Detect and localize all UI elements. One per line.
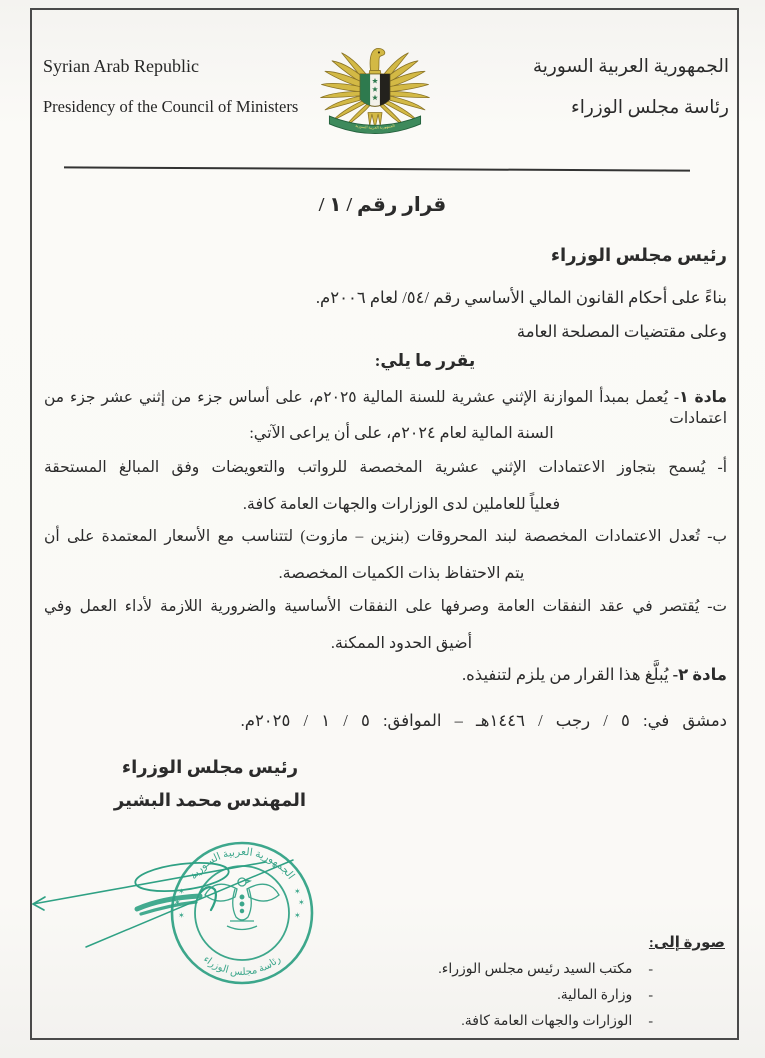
article-2-text: يُبلَّغ هذا القرار من يلزم لتنفيذه. — [462, 665, 669, 684]
clause-b-text: تُعدل الاعتمادات المخصصة لبند المحروقات (بنزين – مازوت) لتتناسب مع الأسعار المعتمدة على أن — [44, 528, 700, 545]
stamp-bottom-text — [201, 954, 283, 978]
header-english-office: Presidency of the Council of Ministers — [43, 97, 299, 116]
decides-heading: يقرر ما يلي: — [374, 351, 476, 370]
signatory-title: رئيس مجلس الوزراء — [121, 757, 299, 777]
header-english — [43, 56, 298, 117]
signatory-name: المهندس محمد البشير — [113, 790, 307, 810]
header-arabic — [533, 56, 729, 119]
stamp-eagle — [205, 878, 279, 930]
clause-t-label: ت- — [707, 598, 727, 615]
date-line: دمشق في: ٥ / رجب / ١٤٤٦هـ – الموافق: ٥ / ١ / ٢٠٢٥م. — [240, 711, 727, 730]
clause-a-label: أ- — [717, 459, 727, 476]
svg-text:✶: ✶ — [178, 911, 185, 920]
copies-item-2 — [390, 987, 725, 1004]
copies-item-text: الوزارات والجهات العامة كافة. — [461, 1014, 633, 1029]
svg-text:✶: ✶ — [178, 887, 185, 896]
clause-b-line-1 — [44, 527, 727, 548]
clause-a-text: يُسمح بتجاوز الاعتمادات الإثني عشرية المخصصة للرواتب والتعويضات وفق المبالغ المستحقة — [44, 459, 706, 476]
article-2-line — [462, 665, 727, 685]
article-2-label: مادة ٢- — [672, 665, 727, 684]
clause-t-text: يُقتصر في عقد النفقات العامة وصرفها على النفقات الأساسية والضرورية اللازمة لأداء العمل وفي — [44, 598, 700, 615]
stamp-top-text — [188, 847, 296, 882]
stamp-top-textpath: الجمهورية العربية السورية — [188, 846, 297, 882]
copies-item-3 — [390, 1013, 725, 1030]
eagle-eye — [378, 51, 380, 53]
clause-b-line-2: يتم الاحتفاظ بذات الكميات المخصصة. — [278, 565, 525, 582]
stamp-bottom-textpath: رئاسة مجلس الوزراء — [200, 953, 284, 979]
article-1-label: مادة ١- — [673, 389, 727, 406]
svg-text:✶: ✶ — [298, 898, 305, 907]
clause-a-line-1 — [44, 458, 727, 479]
clause-t-line-2: أضيق الحدود الممكنة. — [330, 635, 473, 652]
copies-item-text: وزارة المالية. — [557, 988, 633, 1003]
copies-item-text: مكتب السيد رئيس مجلس الوزراء. — [438, 962, 633, 977]
dash-bullet: - — [648, 1014, 653, 1029]
signature-block — [85, 757, 335, 811]
copies-heading: صورة إلى: — [648, 935, 725, 951]
clause-a-line-2: فعلياً للعاملين لدى الوزارات والجهات العامة كافة. — [242, 496, 561, 513]
svg-text:✶: ✶ — [294, 911, 301, 920]
decision-title: قرار رقم / ١ / — [318, 194, 447, 216]
header-arabic-office: رئاسة مجلس الوزراء — [571, 98, 729, 118]
svg-text:✶: ✶ — [174, 898, 181, 907]
article-1-line-2: السنة المالية لعام ٢٠٢٤م، على أن يراعى الآتي: — [249, 425, 554, 442]
preamble-line-1: بناءً على أحكام القانون المالي الأساسي رقم /٥٤/ لعام ٢٠٠٦م. — [315, 288, 727, 307]
preamble-line-2: وعلى مقتضيات المصلحة العامة — [516, 322, 727, 341]
svg-text:✶: ✶ — [294, 887, 301, 896]
issuer-heading: رئيس مجلس الوزراء — [550, 245, 727, 265]
copies-section — [390, 933, 725, 1039]
header-english-country: Syrian Arab Republic — [43, 56, 199, 76]
syrian-eagle-emblem — [318, 40, 432, 150]
header-arabic-country: الجمهورية العربية السورية — [532, 57, 729, 77]
copies-item-1 — [390, 961, 725, 978]
dash-bullet: - — [648, 988, 653, 1003]
stamp-seal — [172, 843, 312, 983]
clause-t-line-1 — [44, 597, 727, 618]
official-stamp-and-signature — [30, 833, 320, 998]
article-1-text: يُعمل بمبدأ الموازنة الإثني عشرية للسنة المالية ٢٠٢٥م، على أساس جزء من إثني عشر جزء من اعتمادات — [44, 389, 727, 427]
dash-bullet: - — [648, 962, 653, 977]
signature-scrawl — [33, 858, 293, 947]
emblem-banner-textpath: الجمهورية العربية السورية — [354, 123, 396, 130]
clause-b-label: ب- — [707, 528, 727, 545]
